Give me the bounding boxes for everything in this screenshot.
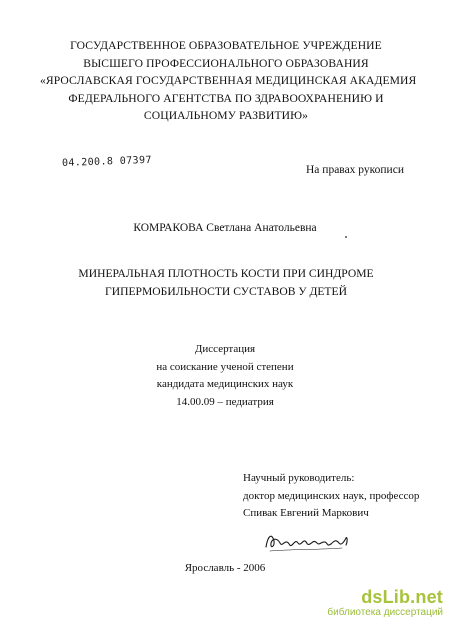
thesis-title — [40, 265, 412, 301]
title-line: МИНЕРАЛЬНАЯ ПЛОТНОСТЬ КОСТИ ПРИ СИНДРОМЕ — [78, 267, 374, 280]
degree-info — [60, 341, 390, 411]
degree-line: Диссертация — [194, 343, 256, 355]
library-stamp-number: 04.200.8 07397 — [61, 154, 153, 169]
header-line: ФЕДЕРАЛЬНОГО АГЕНТСТВА ПО ЗДРАВООХРАНЕНИЮ И — [68, 91, 384, 105]
institution-header — [40, 37, 417, 125]
degree-line: кандидата медицинских наук — [156, 378, 294, 391]
author-name: КОМРАКОВА Светлана Анатольевна — [133, 222, 317, 234]
scan-speck — [345, 236, 347, 238]
advisor-line: Спивак Евгений Маркович — [243, 507, 369, 520]
advisor-line: Научный руководитель: — [243, 472, 355, 484]
watermark-logo: dsLib.net — [361, 587, 443, 607]
handwritten-signature — [262, 527, 352, 555]
dslib-watermark — [327, 587, 447, 623]
title-line: ГИПЕРМОБИЛЬНОСТИ СУСТАВОВ У ДЕТЕЙ — [105, 285, 347, 298]
advisor-info — [243, 470, 419, 523]
city-year: Ярославль - 2006 — [184, 562, 266, 574]
header-line: ГОСУДАРСТВЕННОЕ ОБРАЗОВАТЕЛЬНОЕ УЧРЕЖДЕНИЕ — [70, 39, 382, 52]
degree-line: 14.00.09 – педиатрия — [176, 395, 274, 408]
watermark-subtitle: библиотека диссертаций — [327, 607, 443, 618]
degree-line: на соискание ученой степени — [156, 360, 294, 373]
advisor-line: доктор медицинских наук, профессор — [243, 489, 420, 502]
header-line: ВЫСШЕГО ПРОФЕССИОНАЛЬНОГО ОБРАЗОВАНИЯ — [83, 56, 369, 70]
header-line: «ЯРОСЛАВСКАЯ ГОСУДАРСТВЕННАЯ МЕДИЦИНСКАЯ АКАДЕМИЯ — [40, 74, 417, 88]
rights-note: На правах рукописи — [306, 164, 404, 176]
header-line: СОЦИАЛЬНОМУ РАЗВИТИЮ» — [143, 109, 309, 123]
